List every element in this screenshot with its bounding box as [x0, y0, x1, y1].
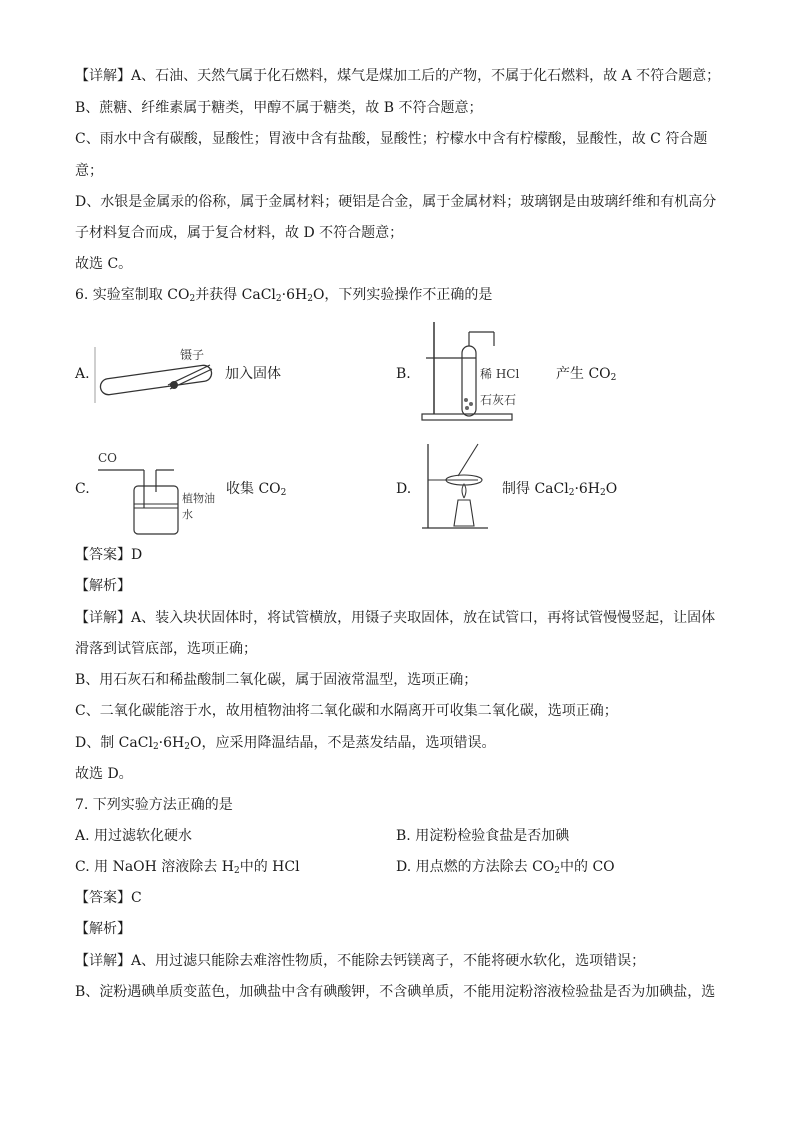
q6-option-c-figure: [96, 448, 224, 538]
q7-detail-line-2: B、淀粉遇碘单质变蓝色，加碘盐中含有碘酸钾，不含碘单质，不能用淀粉溶液检验盐是否为加碘盐，选: [75, 984, 716, 1000]
plant-oil-label: 植物油: [182, 492, 215, 505]
q5-detail-line-5: D、水银是金属汞的俗称，属于金属材料；硬铝是合金，属于金属材料；玻璃钢是由玻璃纤维和有机高分: [75, 194, 717, 210]
q6-answer: 【答案】D: [75, 547, 143, 563]
q7-option-c: C. 用 NaOH 溶液除去 $H_2$中的 HCl: [75, 859, 300, 876]
q6-detail-line-2: 滑落到试管底部，选项正确；: [75, 641, 257, 657]
q6-option-b-letter: B.: [396, 366, 411, 382]
q6-option-d-letter: D.: [396, 481, 412, 497]
q6-option-a-label: 加入固体: [225, 366, 281, 382]
tweezers-label: 镊子: [180, 348, 205, 362]
q5-detail-line-6: 子材料复合而成，属于复合材料，故 D 不符合题意；: [75, 225, 404, 241]
q6-option-a-figure: [90, 345, 220, 405]
q7-answer: 【答案】C: [75, 890, 142, 906]
q6-option-b-figure: [418, 318, 548, 428]
q5-conclusion: 故选 C。: [75, 256, 133, 272]
q6-conclusion: 故选 D。: [75, 766, 133, 782]
q7-option-b: B. 用淀粉检验食盐是否加碘: [396, 828, 570, 844]
q6-option-d-label: 制得 $CaCl_2\cdot 6H_2O$: [502, 481, 618, 498]
q5-detail-line-1: 【详解】A、石油、天然气属于化石燃料，煤气是煤加工后的产物，不属于化石燃料，故 A 不符合题意；: [75, 68, 721, 84]
q7-stem: 7. 下列实验方法正确的是: [75, 797, 233, 813]
q7-option-d: D. 用点燃的方法除去 $CO_2$中的 CO: [396, 859, 615, 876]
q7-detail-line-1: 【详解】A、用过滤只能除去难溶性物质，不能除去钙镁离子，不能将硬水软化，选项错误；: [75, 953, 646, 969]
q6-detail-line-5: D、制 $CaCl_2\cdot 6H_2O$，应采用降温结晶，不是蒸发结晶，选项错误。: [75, 735, 496, 752]
limestone-label: 石灰石: [480, 393, 517, 407]
q6-option-a-letter: A.: [75, 366, 90, 382]
q5-detail-line-2: B、蔗糖、纤维素属于糖类，甲醇不属于糖类，故 B 不符合题意；: [75, 100, 483, 116]
q7-analysis-title: 【解析】: [75, 921, 131, 937]
q7-option-a: A. 用过滤软化硬水: [75, 828, 193, 844]
q6-detail-line-1: 【详解】A、装入块状固体时，将试管横放，用镊子夹取固体，放在试管口，再将试管慢慢竖起，让固体: [75, 610, 716, 626]
q6-detail-line-3: B、用石灰石和稀盐酸制二氧化碳，属于固液常温型，选项正确；: [75, 672, 478, 688]
q6-analysis-title: 【解析】: [75, 578, 131, 594]
water-label: 水: [182, 508, 193, 521]
dilute-hcl-label: 稀 HCl: [480, 367, 520, 381]
q5-detail-line-3: C、雨水中含有碳酸，显酸性；胃液中含有盐酸，显酸性；柠檬水中含有柠檬酸，显酸性，故 C 符合题: [75, 131, 708, 147]
q6-option-d-figure: [418, 440, 498, 535]
co2-inlet-label: CO: [98, 451, 118, 465]
q6-option-c-label: 收集 $CO_2$: [226, 481, 287, 498]
q6-stem: 6. 实验室制取 $CO_2$并获得 $CaCl_2\cdot 6H_2O$，下列实验操作不正确的是: [75, 287, 493, 304]
q6-detail-line-4: C、二氧化碳能溶于水，故用植物油将二氧化碳和水隔离开可收集二氧化碳，选项正确；: [75, 703, 618, 719]
q5-detail-line-4: 意；: [75, 163, 103, 179]
q6-option-b-label: 产生 $CO_2$: [556, 366, 617, 383]
q6-option-c-letter: C.: [75, 481, 90, 497]
